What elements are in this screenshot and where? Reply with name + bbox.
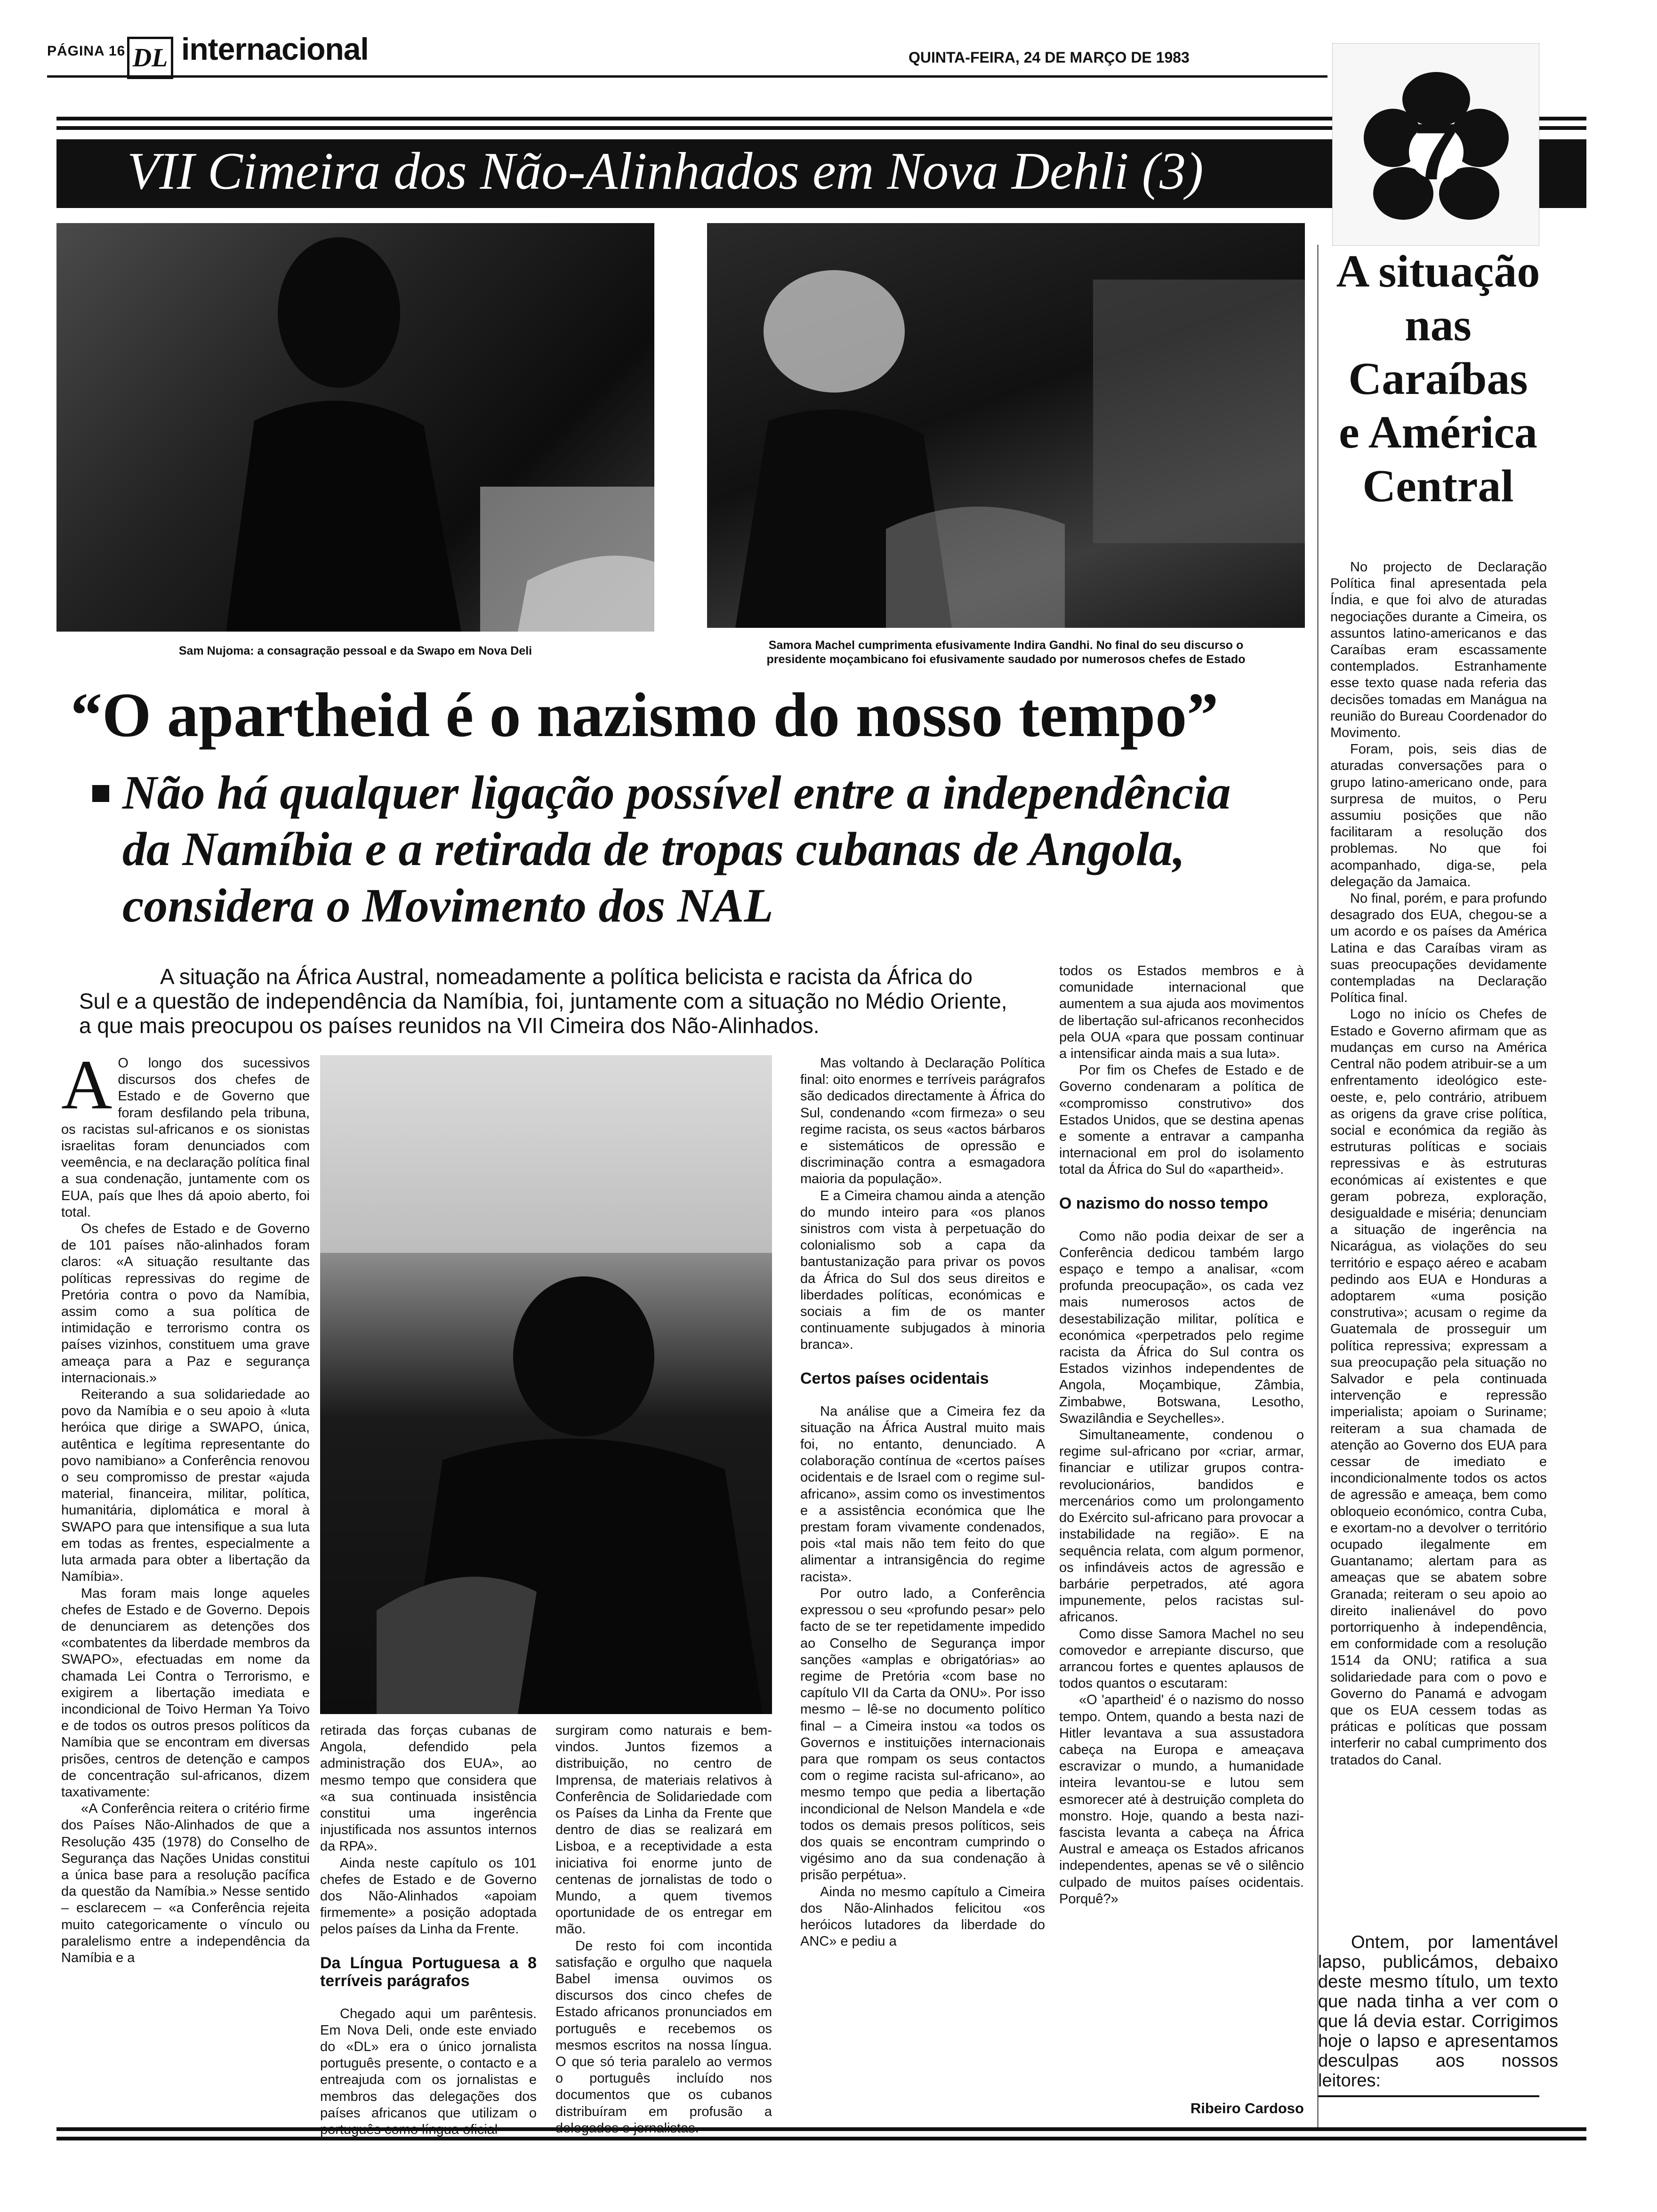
- col5-paragraph: Simultaneamente, condenou o regime sul-africano por «criar, armar, financiar e utilizar grupos contra-revolucionários, bandidos e mercenários como um prolongamento do Exército sul-africano para provocar a instabilidade na região». E na sequência relata, com algum pormenor, os infindáveis actos de agressão e barbárie perpetrados, até agora impunemente, pelos racistas sul-africanos.: [1059, 1427, 1304, 1625]
- col1-paragraph: Mas foram mais longe aqueles chefes de Estado e de Governo. Depois de denunciarem as detenções dos «combatentes da liberdade membros da SWAPO», efectuadas em nome da chamada Lei Contra o Terrorismo, e exigirem a libertação imediata e incondicional de Toivo Herman Ya Toivo e de todos os outros presos políticos da Namíbia que se encontram em diversas prisões, centros de detenção e campos de concentração sul-africanos, dizem taxativamente:: [61, 1586, 310, 1800]
- photo-left-caption: Sam Nujoma: a consagração pessoal e da Swapo em Nova Deli: [178, 644, 532, 657]
- lead-line-3: a que mais preocupou os países reunidos na VII Cimeira dos Não-Alinhados.: [79, 1013, 820, 1038]
- sidebar-title-line: e América: [1339, 407, 1537, 458]
- article-column-3: [555, 1723, 772, 2127]
- article-column-5: [1059, 963, 1304, 2092]
- section-title: internacional: [181, 32, 369, 66]
- col5-paragraph: Como não podia deixar de ser a Conferência dedicou também largo espaço e tempo a analisar, «com profunda preocupação», os cada vez mais numerosos actos de desestabilização militar, política e económica «perpetrados pelo regime racista da África do Sul contra os Estados vizinhos independentes de Angola, Moçambique, Zâmbia, Zimbabwe, Botswana, Lesotho, Swazilândia e Seychelles».: [1059, 1228, 1304, 1426]
- photo-article-delegate-shapes: [320, 1055, 772, 1714]
- col1-paragraph: O longo dos sucessivos discursos dos chefes de Estado e de Governo que foram desfilando pela tribuna, os racistas sul-africanos e os sionistas israelitas foram denunciados com veemência, e na declaração política final a sua condenação, juntamente com os EUA, país que lhes dá apoio aberto, foi total.: [61, 1056, 310, 1220]
- sidebar-divider: [1317, 245, 1319, 2127]
- emblem-side-bar: [1544, 139, 1586, 208]
- article-column-2: [320, 1723, 537, 2127]
- logo-text: DL: [132, 43, 168, 72]
- sidebar-note-rule: [1318, 2095, 1539, 2097]
- sidebar-title-line: Central: [1362, 461, 1514, 512]
- col5-paragraph: «O 'apartheid' é o nazismo do nosso tempo. Ontem, quando a besta nazi de Hitler levantava a sua assustadora cabeça na Europa e ameaçava escravizar o mundo, a humanidade inteira levantou-se e lutou sem esmorecer até à destruição completa do monstro. Hoje, quando a besta nazi-fascista levanta a cabeça na África Austral e ameaça os Estados africanos independentes, apenas se vê o silêncio culpado de muitos países ocidentais. Porquê?»: [1059, 1692, 1304, 1907]
- subheadline-line-1: Não há qualquer ligação possível entre a independência: [122, 766, 1231, 819]
- sidebar-paragraph: No projecto de Declaração Política final apresentada pela Índia, e que foi alvo de aturadas negociações durante a Cimeira, os assuntos latino-americanos e das Caraíbas eram escassamente contemplados. Estranhamente esse texto quase nada referia das decisões tomadas em Manágua na reunião do Bureau Coordenador do Movimento.: [1330, 560, 1547, 741]
- col4-subhead: Certos países ocidentais: [800, 1369, 989, 1387]
- sidebar-title-line: A situação: [1336, 246, 1540, 297]
- col5-paragraph: todos os Estados membros e à comunidade internacional que aumentem a sua ajuda aos movimentos de libertação sul-africanos reconhecidos pela OUA «para que possam continuar a intensificar ainda mais a sua luta».: [1059, 963, 1304, 1062]
- col3-paragraph: surgiram como naturais e bem-vindos. Juntos fizemos a distribuição, no centro de Imprensa, de materiais relativos à Conferência de Solidariedade com os Países da Linha da Frente que dentro de dias se realizará em Lisboa, e a receptividade a esta iniciativa foi enorme junto de centenas de jornalistas de todo o Mundo, a quem tivemos oportunidade de os entregar em mão.: [555, 1723, 772, 1937]
- page-label: PÁGINA 16: [47, 43, 126, 59]
- col4-paragraph: Na análise que a Cimeira fez da situação na África Austral muito mais foi, no entanto, denunciado. A colaboração contínua de «certos países ocidentais e de Israel com o regime sul-africano», assim como os investimentos e a assistência económica que lhe prestam foram vivamente condenados, pois «tal mais não tem feito do que alimentar a intransigência do regime racista».: [800, 1403, 1045, 1585]
- col2-subhead: Da Língua Portuguesa a 8 terríveis parágrafos: [320, 1954, 537, 1990]
- col1-paragraph: «A Conferência reitera o critério firme dos Países Não-Alinhados de que a Resolução 435 (1978) do Conselho de Segurança das Nações Unidas constitui a única base para a resolução pacífica da questão da Namíbia.» Nesse sentido – esclarecem – «a Conferência rejeita muito categoricamente o vínculo ou paralelismo entre a independência da Namíbia e a: [61, 1801, 310, 1965]
- subheadline-line-3: considera o Movimento dos NAL: [122, 879, 773, 932]
- photo-article-delegate: [320, 1055, 772, 1714]
- col4-paragraph: E a Cimeira chamou ainda a atenção do mundo inteiro para «os planos sinistros com vista à perpetuação do colonialismo sob a capa da bantustanização para privar os povos da África do Sul dos seus direitos e liberdades políticas, económicas e sociais a fim de os manter continuamente subjugados à minoria branca».: [800, 1188, 1045, 1353]
- col2-paragraph: Ainda neste capítulo os 101 chefes de Estado e de Governo dos Não-Alinhados «apoiam firmemente» a posição adoptada pelos países da Linha da Frente.: [320, 1855, 537, 1937]
- col4-paragraph: Mas voltando à Declaração Política final: oito enormes e terríveis parágrafos são dedicados directamente à África do Sul, condenando «com firmeza» o seu regime racista, os seus «actos bárbaros e sistemáticos de opressão e discriminação contra a esmagadora maioria da população».: [800, 1056, 1045, 1187]
- newspaper-logo: [127, 37, 173, 79]
- photo-right-caption-line-2: presidente moçambicano foi efusivamente saudado por numerosos chefes de Estado: [766, 653, 1246, 666]
- col5-paragraph: Como disse Samora Machel no seu comovedor e arrepiante discurso, que arrancou fortes e quentes aplausos de todos quantos o escutaram:: [1059, 1626, 1304, 1691]
- subheadline-bullet: [92, 785, 109, 802]
- emblem-box: [1332, 43, 1539, 246]
- col1-paragraph: Reiterando a sua solidariedade ao povo da Namíbia e o seu apoio à «luta heróica que dirige a SWAPO, única, autêntica e legítima representante do povo namibiano» a Conferência renovou o seu compromisso de prestar «ajuda material, financeira, militar, política, humanitária, diplomática e moral à SWAPO para que intensifique a sua luta em todas as frentes, especialmente a luta armada para obter a libertação da Namíbia».: [61, 1387, 310, 1585]
- sidebar-title: [1318, 245, 1558, 513]
- subheadline-line-2: da Namíbia e a retirada de tropas cubanas de Angola,: [122, 823, 1185, 876]
- headline: “O apartheid é o nazismo do nosso tempo”: [71, 680, 1219, 750]
- col2-paragraph: Chegado aqui um parêntesis. Em Nova Deli, onde este enviado do «DL» era o único jornalista português presente, o contacto e a entreajuda com os jornalistas e membros das delegações dos países africanos que utilizam o: [320, 2006, 537, 2121]
- photo-machel-gandhi-shapes: [707, 223, 1305, 628]
- photo-right-caption-line-1: Samora Machel cumprimenta efusivamente Indira Gandhi. No final do seu discurso o: [768, 639, 1244, 652]
- col4-paragraph: Por outro lado, a Conferência expressou o seu «profundo pesar» pelo facto de se ter repetidamente impedido ao Conselho de Segurança impor sanções «amplas e obrigatórias» ao regime de Pretória «com base no capítulo VII da Carta da ONU». Por isso mesmo – lê-se no documento político final – a Cimeira instou «a todos os Governos e instituições internacionais para que rompam os seus contactos com o regime racista sul-africano», ao mesmo tempo que pedia a libertação incondicional de Nelson Mandela e «de todos os demais presos políticos, seis dos quais se encontram cumprindo o vigésimo ano da sua condenação à prisão perpétua».: [800, 1586, 1045, 1883]
- nam-summit-emblem-icon: [1333, 44, 1540, 246]
- header-rule: [47, 75, 1327, 78]
- photo-sam-nujoma: [56, 223, 654, 632]
- col5-paragraph: Por fim os Chefes de Estado e de Governo condenaram a política de «compromisso construtivo» dos Estados Unidos, que se destina apenas e somente a entravar a campanha internacional em prol do isolamento total da África do Sul do «apartheid».: [1059, 1063, 1304, 1178]
- article-dropcap: A: [61, 1046, 113, 1124]
- article-column-4: [800, 1055, 1045, 2128]
- col5-subhead: O nazismo do nosso tempo: [1059, 1194, 1268, 1212]
- article-column-1: [61, 1046, 310, 2114]
- col4-paragraph: Ainda no mesmo capítulo a Cimeira dos Não-Alinhados felicitou «os heróicos lutadores da liberdade do ANC» e pediu a: [800, 1884, 1045, 1949]
- sidebar-paragraph: No final, porém, e para profundo desagrado dos EUA, chegou-se a um acordo e os países da América Latina e das Caraíbas viram as suas preocupações devidamente contempladas na Declaração Política final.: [1330, 891, 1547, 1006]
- sidebar-paragraph: Logo no início os Chefes de Estado e Governo afirmam que as mudanças em curso na América Central não podem atribuir-se a um enfrentamento ideológico este-oeste, e, pelo contrário, atribuem as origens da grave crise política, social e económica da região às estruturas políticas e sociais repressivas e às estruturas económicas aí existentes e que geram pobreza, exploração, desigualdade e miséria; denunciam a situação de ingerência na Nicarágua, as violações do seu território e espaço aéreo e acabam pedindo aos EUA e Honduras a adoptarem «uma posição construtiva»; acusam o regime da Guatemala de prosseguir um política repressiva; expressam a sua preocupação pela situação no Salvador e pela continuada intervenção e repressão imperialista; apoiam o Suriname; reiteram a sua chamada de atenção ao Governo dos EUA para cessar de imediato e incondicionalmente todos os actos de agressão e ameaça, bem como obloqueio económico, contra Cuba, e exortam-no a devolver o território ocupado ilegalmente em Guantanamo; alertam para as ameaças que se abatem sobre Granada; reiteram o seu apoio ao direito inalienável do povo portorriquenho à independência, em conformidade com a resolução 1514 da ONU; ratifica a sua solidariedade para com o povo e Governo do Panamá e advogam que os EUA cessem todas as práticas e políticas que possam interferir no cabal cumprimento dos tratados do Canal.: [1330, 1007, 1547, 1768]
- sidebar-title-line: Caraíbas: [1348, 353, 1528, 404]
- sidebar-body: [1330, 559, 1547, 1915]
- sidebar-note: [1318, 1932, 1558, 2097]
- emblem-numeral: 7: [1414, 107, 1459, 197]
- sidebar-title-line: nas: [1405, 300, 1472, 351]
- col2-paragraph: retirada das forças cubanas de Angola, defendido pela administração dos EUA», ao mesmo tempo que considera que «a sua continuada insistência constitui uma ingerência injustificada nos assuntos internos da RPA».: [320, 1723, 537, 1854]
- col3-paragraph: De resto foi com incontida satisfação e orgulho que naquela Babel imensa ouvimos os discursos dos cinco chefes de Estado africanos pronunciados em português e recebemos os mesmos escritos na nossa língua. O que só teria paralelo ao vermos o português incluído nos documentos que os cubanos distribuíram em profusão a: [555, 1938, 772, 2119]
- lead-line-2: Sul e a questão de independência da Namíbia, foi, juntamente com a situação no Médio Oriente,: [79, 989, 1007, 1013]
- photo-sam-nujoma-shapes: [56, 223, 654, 632]
- footer-rule-1: [56, 2127, 1586, 2131]
- sidebar-paragraph: Foram, pois, seis dias de aturadas conversações para o grupo latino-americano onde, para surpresa de muitos, o Peru assumiu posições que não facilitaram a resolução dos problemas. No que foi acompanhado, diga-se, pela delegação da Jamaica.: [1330, 742, 1547, 890]
- sidebar-note-text: Ontem, por lamentável lapso, publicámos, debaixo deste mesmo título, um texto que nada tinha a ver com o que lá devia estar. Corrigimos hoje o lapso e apresentamos desculpas aos nossos leitores:: [1318, 1932, 1558, 2091]
- article-byline: Ribeiro Cardoso: [1190, 2100, 1304, 2116]
- banner-title: VII Cimeira dos Não-Alinhados em Nova Dehli (3): [127, 142, 1204, 200]
- footer-rule-2: [56, 2137, 1586, 2140]
- photo-machel-gandhi: [707, 223, 1305, 628]
- col1-paragraph: Os chefes de Estado e de Governo de 101 países não-alinhados foram claros: «A situação resultante das políticas repressivas do regime de Pretória contra o povo da Namíbia, assim como a sua política de intimidação e terrorismo contra os países vizinhos, constituem uma grave ameaça para a Paz e segurança internacionais.»: [61, 1221, 310, 1386]
- lead-line-1: A situação na África Austral, nomeadamente a política belicista e racista da África do: [160, 964, 973, 989]
- header-date: QUINTA-FEIRA, 24 DE MARÇO DE 1983: [909, 49, 1190, 66]
